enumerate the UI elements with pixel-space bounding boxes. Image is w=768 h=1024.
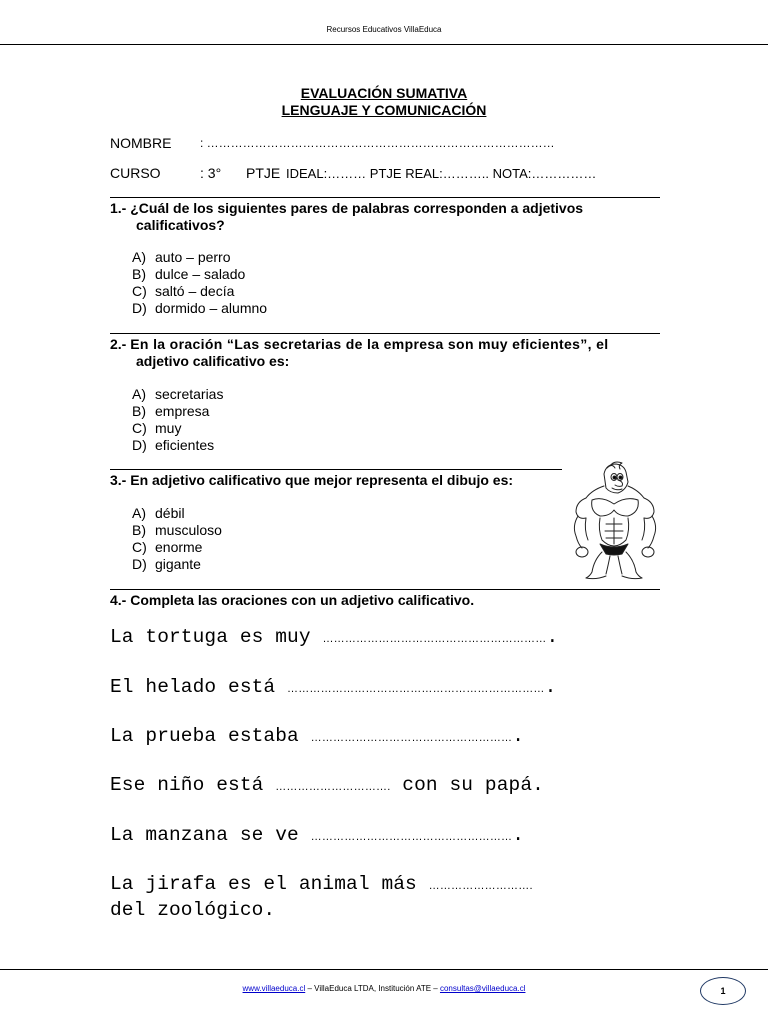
nombre-value: : …………………………………………………………………………… — [200, 136, 555, 150]
question-3-text — [110, 472, 570, 489]
option-2b: B) empresa — [132, 403, 210, 419]
question-4-number: 4.- — [110, 592, 127, 608]
footer-middle-text: – VillaEduca LTDA, Institución ATE – — [305, 984, 440, 993]
option-2c: C) muy — [132, 420, 182, 436]
footer-divider — [0, 969, 768, 970]
nombre-label: NOMBRE — [110, 135, 172, 151]
email-link[interactable]: consultas@villaeduca.cl — [439, 984, 526, 993]
curso-value: : 3° — [200, 165, 222, 181]
question-4-text — [110, 592, 658, 609]
option-1d: D) dormido – alumno — [132, 300, 268, 316]
sentence-4: Ese niño está …………………………. con su papá. — [110, 774, 544, 796]
sentence-5: La manzana se ve ………………………………………………. — [110, 824, 525, 846]
question-2-number: 2.- — [110, 336, 127, 352]
header-divider — [0, 44, 768, 45]
sentence-6-line2: del zoológico. — [110, 899, 276, 921]
option-1b: B) dulce – salado — [132, 266, 246, 282]
page-header: Recursos Educativos VillaEduca — [326, 25, 442, 34]
question-1-line2: calificativos? — [136, 217, 225, 233]
question-2-line1: En la oración “Las secretarias de la empresa son muy eficientes”, el — [130, 336, 609, 352]
option-3b: B) musculoso — [132, 522, 222, 538]
question-2-text — [110, 336, 658, 370]
website-link[interactable]: www.villaeduca.cl — [242, 984, 306, 993]
question-4-divider — [110, 589, 660, 590]
question-3-line1: En adjetivo calificativo que mejor representa el dibujo es: — [130, 472, 514, 488]
title-line-2: LENGUAJE Y COMUNICACIÓN — [281, 102, 487, 118]
sentence-2: El helado está ……………………………………………………………. — [110, 676, 557, 698]
question-3-number: 3.- — [110, 472, 127, 488]
question-2-divider — [110, 333, 660, 334]
question-1-line1: ¿Cuál de los siguientes pares de palabras corresponden a adjetivos — [130, 200, 584, 216]
question-3-options — [132, 505, 222, 573]
option-2d: D) eficientes — [132, 437, 215, 453]
page-footer — [0, 984, 768, 993]
sentence-3: La prueba estaba ………………………………………………. — [110, 725, 525, 747]
title-line-1: EVALUACIÓN SUMATIVA — [300, 85, 468, 101]
option-3a: A) débil — [132, 505, 185, 521]
muscleman-illustration — [568, 460, 660, 580]
option-3d: D) gigante — [132, 556, 201, 572]
sentence-6: La jirafa es el animal más ………………………. — [110, 873, 533, 895]
option-2a: A) secretarias — [132, 386, 224, 402]
option-3c: C) enorme — [132, 539, 203, 555]
question-1-divider — [110, 197, 660, 198]
option-1c: C) saltó – decía — [132, 283, 235, 299]
ptje-rest: IDEAL:……… PTJE REAL:……….. NOTA:…………… — [286, 166, 597, 181]
question-3-divider — [110, 469, 562, 470]
page-number: 1 — [700, 977, 746, 1005]
sentence-1: La tortuga es muy ……………………………………………………. — [110, 626, 559, 648]
question-4-line1: Completa las oraciones con un adjetivo calificativo. — [130, 592, 475, 608]
question-1-options — [132, 249, 267, 317]
curso-label: CURSO — [110, 165, 161, 181]
ptje-label: PTJE — [246, 165, 281, 181]
question-1-number: 1.- — [110, 200, 127, 216]
option-1a: A) auto – perro — [132, 249, 231, 265]
question-2-options — [132, 386, 223, 454]
question-1-text — [110, 200, 658, 234]
question-2-line2: adjetivo calificativo es: — [136, 353, 290, 369]
